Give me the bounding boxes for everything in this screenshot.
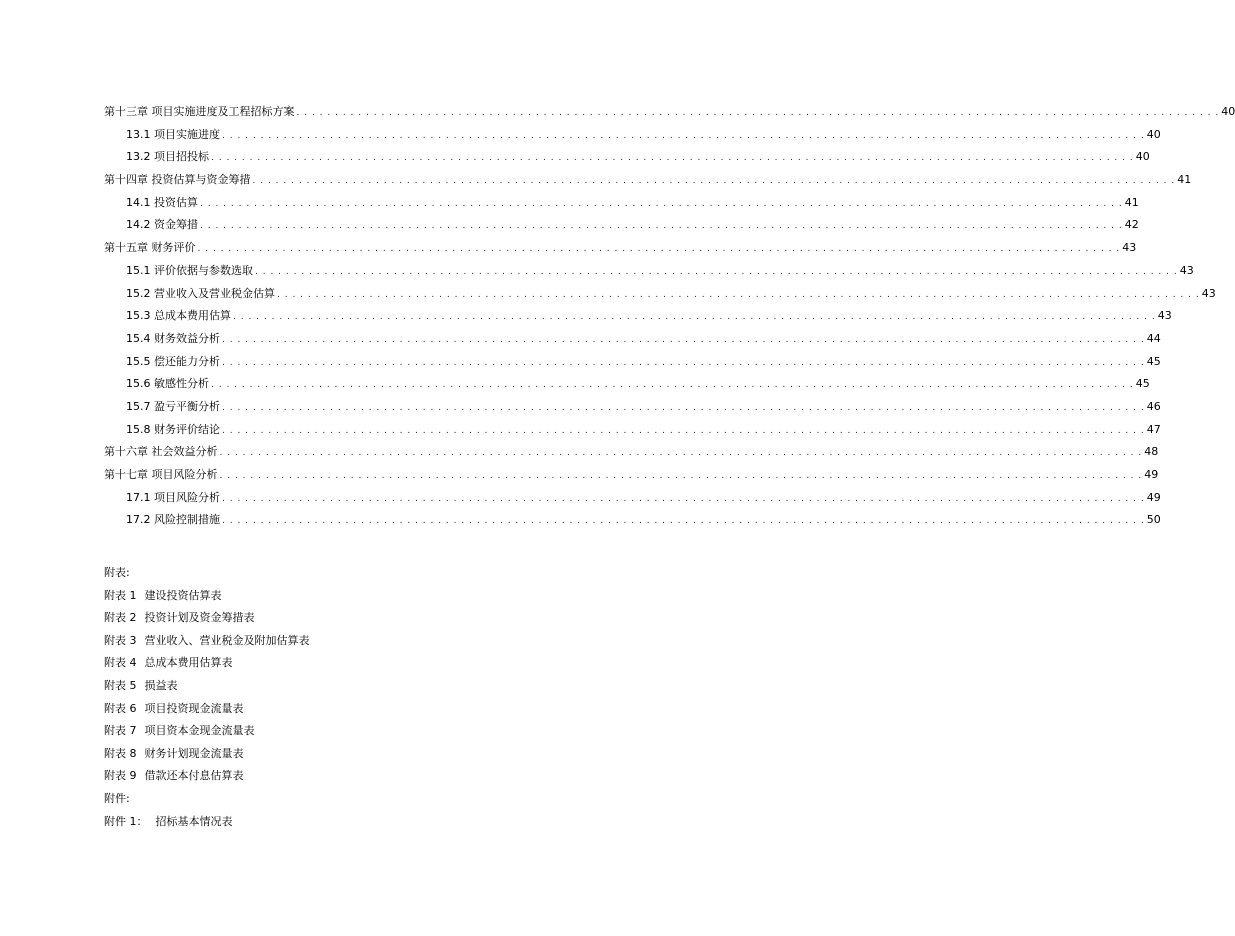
appendix-table-item-number: 附表 1 bbox=[104, 588, 137, 602]
appendix-table-item bbox=[104, 630, 310, 653]
toc-entry-title: 15.3 总成本费用估算 bbox=[126, 309, 231, 323]
toc-entry-title: 17.1 项目风险分析 bbox=[126, 490, 220, 504]
toc-entry-title: 15.8 财务评价结论 bbox=[126, 422, 220, 436]
toc-page-number: 44 bbox=[1146, 331, 1161, 345]
toc-section-entry[interactable] bbox=[0, 396, 1161, 419]
toc-dot-leader: . . . . . . . . . . . . . . . . . . . . . . . . . . . . . . . . . . . . . . . . . . . . . . . . . . . . . . . . . . . . . . . . . . . . . . . . . . . . . . . . . . . . . . . . . . . . . . . . . . . . . . . . . . . . . . . . . . . . . . . . bbox=[200, 198, 1123, 209]
toc-entry-title: 15.2 营业收入及营业税金估算 bbox=[126, 286, 275, 300]
appendix-section bbox=[104, 562, 310, 833]
toc-section-entry[interactable] bbox=[0, 509, 1161, 532]
appendix-table-list bbox=[104, 585, 310, 788]
toc-dot-leader: . . . . . . . . . . . . . . . . . . . . . . . . . . . . . . . . . . . . . . . . . . . . . . . . . . . . . . . . . . . . . . . . . . . . . . . . . . . . . . . . . . . . . . . . . . . . . . . . . . . . . . . . . . . . . . . . . . . . . . . . bbox=[219, 471, 1143, 481]
appendix-table-item-title: 损益表 bbox=[144, 678, 178, 692]
toc-entry-title: 15.4 财务效益分析 bbox=[126, 331, 220, 345]
toc-dot-leader: . . . . . . . . . . . . . . . . . . . . . . . . . . . . . . . . . . . . . . . . . . . . . . . . . . . . . . . . . . . . . . . . . . . . . . . . . . . . . . . . . . . . . . . . . . . . . . . . . . . . . . . . . . . . . . . . . . . . . . . . bbox=[222, 130, 1145, 141]
toc-dot-leader: . . . . . . . . . . . . . . . . . . . . . . . . . . . . . . . . . . . . . . . . . . . . . . . . . . . . . . . . . . . . . . . . . . . . . . . . . . . . . . . . . . . . . . . . . . . . . . . . . . . . . . . . . . . . . . . . . . . . . . . . bbox=[219, 448, 1143, 459]
toc-section-entry[interactable] bbox=[0, 146, 1150, 169]
toc-section-entry[interactable] bbox=[0, 373, 1150, 396]
toc-section-entry[interactable] bbox=[0, 328, 1161, 351]
toc-dot-leader: . . . . . . . . . . . . . . . . . . . . . . . . . . . . . . . . . . . . . . . . . . . . . . . . . . . . . . . . . . . . . . . . . . . . . . . . . . . . . . . . . . . . . . . . . . . . . . . . . . . . . . . . . . . . . . . . . . . . . . . . bbox=[222, 493, 1145, 504]
attachment-item bbox=[104, 811, 310, 834]
toc-entry-title: 第十六章 社会效益分析 bbox=[104, 445, 218, 459]
toc-entry-title: 14.2 资金筹措 bbox=[126, 218, 198, 232]
toc-page-number: 49 bbox=[1146, 490, 1161, 504]
appendix-table-item-number: 附表 7 bbox=[104, 724, 137, 738]
toc-page-number: 41 bbox=[1124, 195, 1139, 209]
toc-page-number: 48 bbox=[1144, 445, 1159, 459]
appendix-heading: 附表: bbox=[104, 566, 130, 579]
toc-section-entry[interactable] bbox=[0, 351, 1161, 374]
toc-section-entry[interactable] bbox=[0, 260, 1194, 283]
toc-entry-title: 第十五章 财务评价 bbox=[104, 241, 196, 255]
toc-page-number: 40 bbox=[1146, 127, 1161, 141]
appendix-table-item-title: 投资计划及资金筹措表 bbox=[144, 611, 255, 625]
appendix-table-item-title: 总成本费用估算表 bbox=[144, 656, 233, 670]
toc-dot-leader: . . . . . . . . . . . . . . . . . . . . . . . . . . . . . . . . . . . . . . . . . . . . . . . . . . . . . . . . . . . . . . . . . . . . . . . . . . . . . . . . . . . . . . . . . . . . . . . . . . . . . . . . . . . . . . . . . . . . . . . . bbox=[252, 176, 1176, 187]
toc-page-number: 40 bbox=[1221, 105, 1235, 118]
toc-dot-leader: . . . . . . . . . . . . . . . . . . . . . . . . . . . . . . . . . . . . . . . . . . . . . . . . . . . . . . . . . . . . . . . . . . . . . . . . . . . . . . . . . . . . . . . . . . . . . . . . . . . . . . . . . . . . . . . . . . . . . . . . bbox=[222, 357, 1145, 368]
toc-section-entry[interactable] bbox=[0, 214, 1139, 237]
toc-dot-leader: . . . . . . . . . . . . . . . . . . . . . . . . . . . . . . . . . . . . . . . . . . . . . . . . . . . . . . . . . . . . . . . . . . . . . . . . . . . . . . . . . . . . . . . . . . . . . . . . . . . . . . . . . . . . . . . . . . . . . . . . bbox=[277, 289, 1200, 300]
table-of-contents bbox=[0, 101, 1235, 532]
toc-entry-title: 第十七章 项目风险分析 bbox=[104, 468, 218, 481]
toc-page-number: 46 bbox=[1146, 399, 1161, 413]
toc-entry-title: 14.1 投资估算 bbox=[126, 195, 198, 209]
toc-chapter-entry[interactable] bbox=[0, 101, 1235, 124]
toc-entry-title: 第十四章 投资估算与资金筹措 bbox=[104, 173, 251, 187]
appendix-table-item bbox=[104, 652, 310, 675]
appendix-table-item bbox=[104, 720, 310, 743]
toc-section-entry[interactable] bbox=[0, 305, 1172, 328]
toc-dot-leader: . . . . . . . . . . . . . . . . . . . . . . . . . . . . . . . . . . . . . . . . . . . . . . . . . . . . . . . . . . . . . . . . . . . . . . . . . . . . . . . . . . . . . . . . . . . . . . . . . . . . . . . . . . . . . . . . . . . . . . . . bbox=[255, 266, 1178, 277]
appendix-table-item-number: 附表 5 bbox=[104, 678, 137, 692]
toc-entry-title: 15.7 盈亏平衡分析 bbox=[126, 399, 220, 413]
toc-chapter-entry[interactable] bbox=[0, 464, 1159, 487]
toc-chapter-entry[interactable] bbox=[0, 169, 1192, 192]
toc-section-entry[interactable] bbox=[0, 487, 1161, 510]
toc-entry-title: 13.2 项目招投标 bbox=[126, 150, 209, 164]
toc-dot-leader: . . . . . . . . . . . . . . . . . . . . . . . . . . . . . . . . . . . . . . . . . . . . . . . . . . . . . . . . . . . . . . . . . . . . . . . . . . . . . . . . . . . . . . . . . . . . . . . . . . . . . . . . . . . . . . . . . . . . . . . . bbox=[211, 153, 1134, 164]
toc-dot-leader: . . . . . . . . . . . . . . . . . . . . . . . . . . . . . . . . . . . . . . . . . . . . . . . . . . . . . . . . . . . . . . . . . . . . . . . . . . . . . . . . . . . . . . . . . . . . . . . . . . . . . . . . . . . . . . . . . . . . . . . . bbox=[222, 402, 1145, 413]
toc-page-number: 45 bbox=[1135, 377, 1150, 391]
appendix-table-item bbox=[104, 765, 310, 788]
toc-dot-leader: . . . . . . . . . . . . . . . . . . . . . . . . . . . . . . . . . . . . . . . . . . . . . . . . . . . . . . . . . . . . . . . . . . . . . . . . . . . . . . . . . . . . . . . . . . . . . . . . . . . . . . . . . . . . . . . . . . . . . . . . bbox=[211, 380, 1134, 391]
toc-page-number: 43 bbox=[1157, 309, 1172, 323]
appendix-table-item-number: 附表 9 bbox=[104, 769, 137, 783]
appendix-table-item bbox=[104, 607, 310, 630]
appendix-table-item bbox=[104, 743, 310, 766]
attachment-item-number: 附件 1： bbox=[104, 814, 148, 828]
appendix-table-item-number: 附表 3 bbox=[104, 633, 137, 647]
toc-entry-title: 17.2 风险控制措施 bbox=[126, 513, 220, 527]
toc-entry-title: 第十三章 项目实施进度及工程招标方案 bbox=[104, 105, 295, 118]
toc-dot-leader: . . . . . . . . . . . . . . . . . . . . . . . . . . . . . . . . . . . . . . . . . . . . . . . . . . . . . . . . . . . . . . . . . . . . . . . . . . . . . . . . . . . . . . . . . . . . . . . . . . . . . . . . . . . . . . . . . . . . . . . . bbox=[296, 108, 1220, 118]
toc-entry-title: 15.6 敏感性分析 bbox=[126, 377, 209, 391]
toc-chapter-entry[interactable] bbox=[0, 237, 1137, 260]
appendix-table-item bbox=[104, 675, 310, 698]
toc-page-number: 50 bbox=[1146, 513, 1161, 527]
appendix-table-item bbox=[104, 585, 310, 608]
appendix-table-item-number: 附表 6 bbox=[104, 701, 137, 715]
toc-page-number: 40 bbox=[1135, 150, 1150, 164]
toc-page-number: 43 bbox=[1201, 286, 1216, 300]
toc-dot-leader: . . . . . . . . . . . . . . . . . . . . . . . . . . . . . . . . . . . . . . . . . . . . . . . . . . . . . . . . . . . . . . . . . . . . . . . . . . . . . . . . . . . . . . . . . . . . . . . . . . . . . . . . . . . . . . . . . . . . . . . . bbox=[200, 221, 1123, 232]
toc-entry-title: 15.1 评价依据与参数选取 bbox=[126, 263, 253, 277]
toc-page-number: 45 bbox=[1146, 354, 1161, 368]
appendix-table-item-title: 建设投资估算表 bbox=[144, 588, 222, 602]
appendix-table-item-number: 附表 8 bbox=[104, 746, 137, 760]
toc-page-number: 42 bbox=[1124, 218, 1139, 232]
appendix-table-item-title: 项目投资现金流量表 bbox=[144, 701, 244, 715]
toc-section-entry[interactable] bbox=[0, 419, 1161, 442]
attachment-list bbox=[104, 811, 310, 834]
toc-section-entry[interactable] bbox=[0, 124, 1161, 147]
toc-entry-title: 13.1 项目实施进度 bbox=[126, 127, 220, 141]
toc-dot-leader: . . . . . . . . . . . . . . . . . . . . . . . . . . . . . . . . . . . . . . . . . . . . . . . . . . . . . . . . . . . . . . . . . . . . . . . . . . . . . . . . . . . . . . . . . . . . . . . . . . . . . . . . . . . . . . . . . . . . . . . . bbox=[197, 244, 1121, 255]
toc-entry-title: 15.5 偿还能力分析 bbox=[126, 354, 220, 368]
attachment-item-title: 招标基本情况表 bbox=[155, 814, 233, 828]
toc-page-number: 47 bbox=[1146, 422, 1161, 436]
attachments-heading: 附件: bbox=[104, 791, 130, 805]
toc-chapter-entry[interactable] bbox=[0, 441, 1159, 464]
toc-dot-leader: . . . . . . . . . . . . . . . . . . . . . . . . . . . . . . . . . . . . . . . . . . . . . . . . . . . . . . . . . . . . . . . . . . . . . . . . . . . . . . . . . . . . . . . . . . . . . . . . . . . . . . . . . . . . . . . . . . . . . . . . bbox=[222, 425, 1145, 436]
toc-page-number: 49 bbox=[1144, 468, 1159, 481]
appendix-table-item-title: 财务计划现金流量表 bbox=[144, 746, 244, 760]
appendix-table-item-title: 项目资本金现金流量表 bbox=[144, 724, 255, 738]
toc-section-entry[interactable] bbox=[0, 283, 1216, 306]
appendix-table-item-title: 营业收入、营业税金及附加估算表 bbox=[144, 633, 310, 647]
toc-page-number: 43 bbox=[1122, 241, 1137, 255]
toc-dot-leader: . . . . . . . . . . . . . . . . . . . . . . . . . . . . . . . . . . . . . . . . . . . . . . . . . . . . . . . . . . . . . . . . . . . . . . . . . . . . . . . . . . . . . . . . . . . . . . . . . . . . . . . . . . . . . . . . . . . . . . . . bbox=[233, 312, 1156, 323]
appendix-table-item bbox=[104, 698, 310, 721]
appendix-table-item-number: 附表 4 bbox=[104, 656, 137, 670]
appendix-table-item-number: 附表 2 bbox=[104, 611, 137, 625]
appendix-table-item-title: 借款还本付息估算表 bbox=[144, 769, 244, 783]
toc-dot-leader: . . . . . . . . . . . . . . . . . . . . . . . . . . . . . . . . . . . . . . . . . . . . . . . . . . . . . . . . . . . . . . . . . . . . . . . . . . . . . . . . . . . . . . . . . . . . . . . . . . . . . . . . . . . . . . . . . . . . . . . . bbox=[222, 334, 1145, 345]
toc-page-number: 41 bbox=[1177, 173, 1192, 187]
toc-page-number: 43 bbox=[1179, 263, 1194, 277]
toc-section-entry[interactable] bbox=[0, 192, 1139, 215]
toc-dot-leader: . . . . . . . . . . . . . . . . . . . . . . . . . . . . . . . . . . . . . . . . . . . . . . . . . . . . . . . . . . . . . . . . . . . . . . . . . . . . . . . . . . . . . . . . . . . . . . . . . . . . . . . . . . . . . . . . . . . . . . . . bbox=[222, 516, 1145, 527]
